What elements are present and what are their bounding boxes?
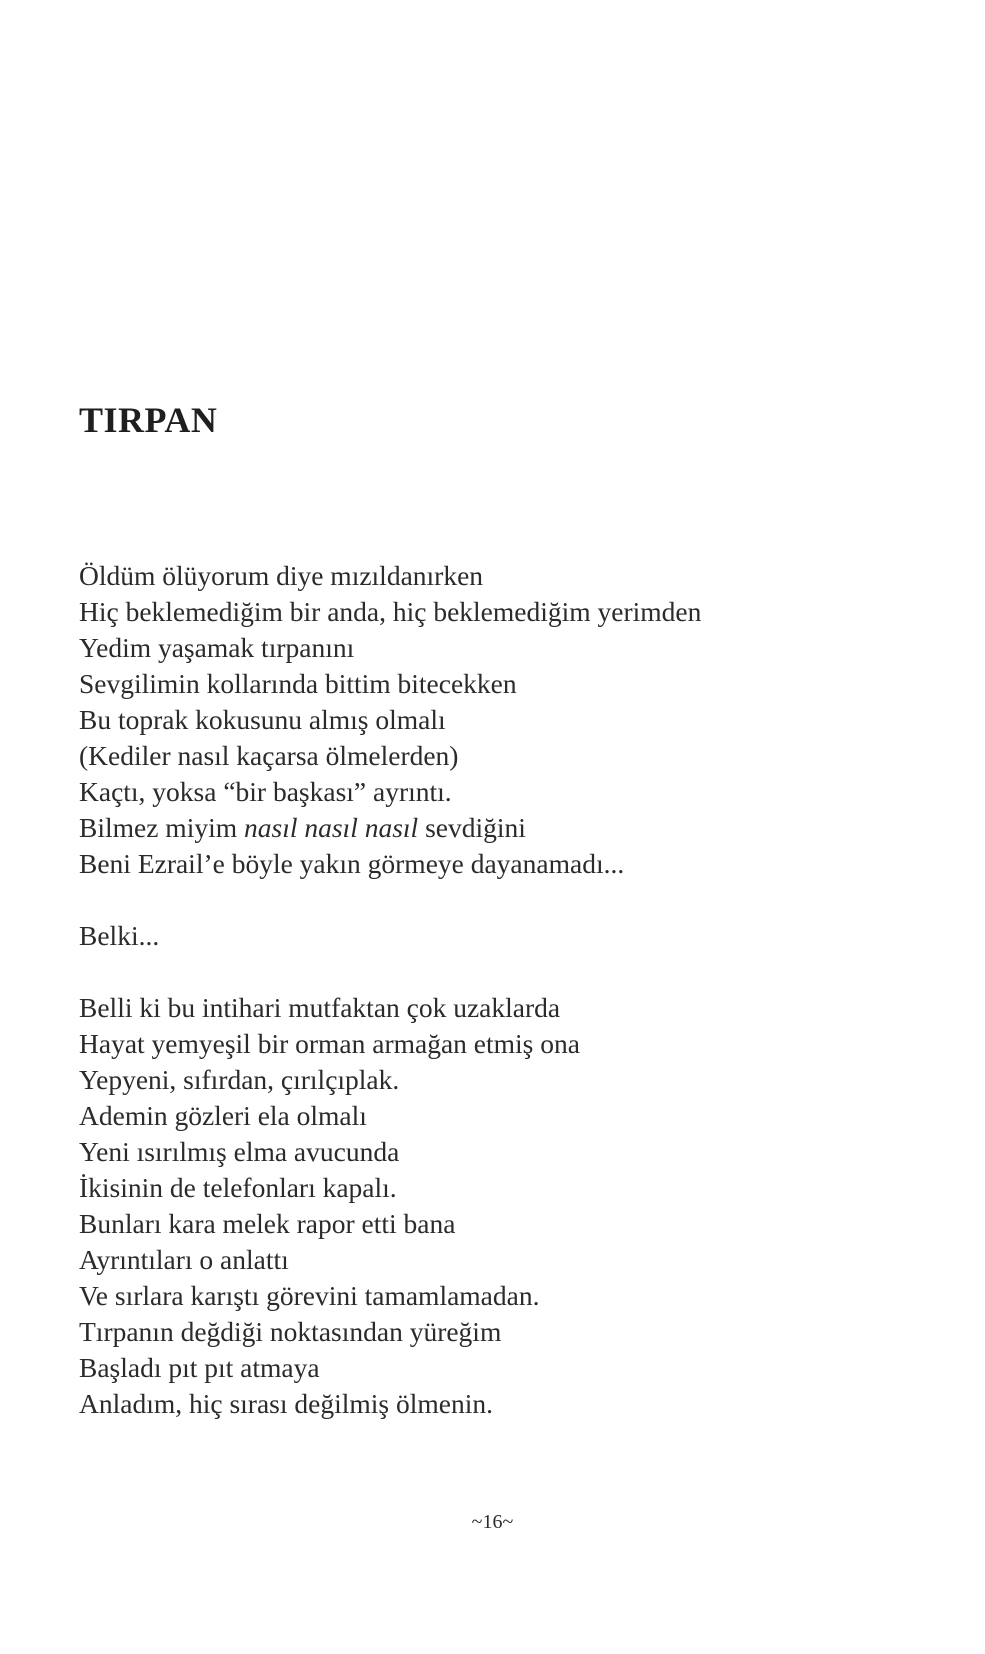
stanza-2	[79, 918, 939, 954]
poem-line: Tırpanın değdiği noktasından yüreğim	[79, 1316, 502, 1347]
poem-line-with-emphasis	[79, 810, 939, 846]
poem-line: Öldüm ölüyorum diye mızıldanırken	[79, 560, 484, 591]
poem-line: Belki...	[79, 920, 160, 951]
poem-line: Bunları kara melek rapor etti bana	[79, 1208, 456, 1239]
poem-line: Anladım, hiç sırası değilmiş ölmenin.	[79, 1388, 493, 1419]
poem-line: (Kediler nasıl kaçarsa ölmelerden)	[79, 740, 459, 771]
stanza-break	[79, 882, 939, 918]
poem-line: Başladı pıt pıt atmaya	[79, 1352, 320, 1383]
stanza-break	[79, 954, 939, 990]
line-text-before: Bilmez miyim	[79, 812, 244, 843]
poem-line: Yeni ısırılmış elma avucunda	[79, 1136, 400, 1167]
poem-line: İkisinin de telefonları kapalı.	[79, 1172, 397, 1203]
stanza-3	[79, 990, 939, 1422]
emphasized-text: nasıl nasıl nasıl	[244, 812, 419, 843]
poem-body	[79, 558, 939, 1422]
stanza-1	[79, 558, 939, 882]
poem-title: TIRPAN	[79, 400, 218, 440]
poem-line: Sevgilimin kollarında bittim bitecekken	[79, 668, 517, 699]
poem-line: Beni Ezrail’e böyle yakın görmeye dayanamadı...	[79, 848, 625, 879]
poem-line: Bu toprak kokusunu almış olmalı	[79, 704, 446, 735]
poem-line: Hayat yemyeşil bir orman armağan etmiş ona	[79, 1028, 580, 1059]
poem-line: Hiç beklemediğim bir anda, hiç beklemediğim yerimden	[79, 596, 702, 627]
line-text-after: sevdiğini	[418, 812, 526, 843]
poem-line: Yepyeni, sıfırdan, çırılçıplak.	[79, 1064, 400, 1095]
poem-line: Kaçtı, yoksa “bir başkası” ayrıntı.	[79, 776, 452, 807]
poem-line: Yedim yaşamak tırpanını	[79, 632, 355, 663]
page-number: ~16~	[471, 1511, 514, 1533]
poem-line: Belli ki bu intihari mutfaktan çok uzaklarda	[79, 992, 561, 1023]
poem-line: Ayrıntıları o anlattı	[79, 1244, 289, 1275]
poem-line: Ve sırlara karıştı görevini tamamlamadan.	[79, 1280, 540, 1311]
poem-line: Ademin gözleri ela olmalı	[79, 1100, 367, 1131]
